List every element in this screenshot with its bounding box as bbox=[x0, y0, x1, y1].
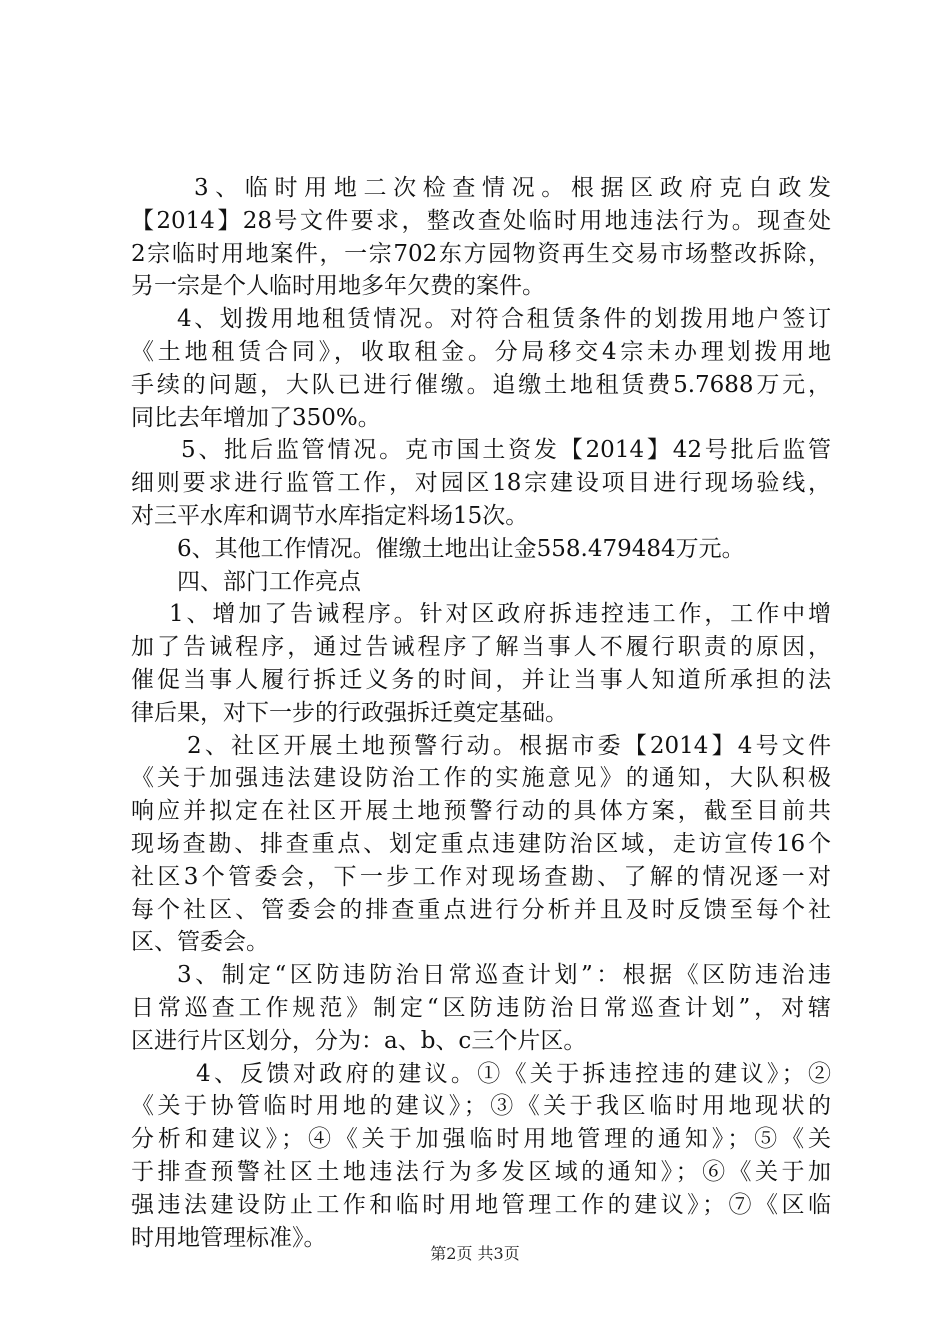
section-heading: 四、部门工作亮点 bbox=[177, 568, 361, 595]
document-body bbox=[131, 172, 831, 1254]
text-line: 加了告诫程序，通过告诫程序了解当事人不履行职责的原因， bbox=[131, 634, 831, 661]
text-line: 《土地租赁合同》，收取租金。分局移交4宗未办理划拨用地 bbox=[131, 338, 831, 365]
text-line: 催促当事人履行拆迁义务的时间，并让当事人知道所承担的法 bbox=[131, 666, 831, 693]
text-line: 2宗临时用地案件，一宗702东方园物资再生交易市场整改拆除， bbox=[131, 240, 831, 267]
text-line: 3、制定“区防违防治日常巡查计划”：根据《区防违治违 bbox=[177, 962, 831, 989]
text-line: 于排查预警社区土地违法行为多发区域的通知》；⑥《关于加 bbox=[131, 1158, 831, 1185]
text-line: 律后果，对下一步的行政强拆迁奠定基础。 bbox=[131, 699, 568, 726]
text-line: 【2014】28号文件要求，整改查处临时用地违法行为。现查处 bbox=[131, 207, 831, 234]
text-line: 每个社区、管委会的排查重点进行分析并且及时反馈至每个社 bbox=[131, 896, 831, 923]
text-line: 分析和建议》；④《关于加强临时用地管理的通知》；⑤《关 bbox=[131, 1126, 831, 1153]
text-line: 日常巡查工作规范》制定“区防违防治日常巡查计划”，对辖 bbox=[131, 994, 831, 1021]
text-line: 社区3个管委会，下一步工作对现场查勘、了解的情况逐一对 bbox=[131, 863, 831, 890]
text-line: 细则要求进行监管工作，对园区18宗建设项目进行现场验线， bbox=[131, 470, 831, 497]
text-line: 3、临时用地二次检查情况。根据区政府克白政发 bbox=[194, 175, 831, 201]
text-line: 区进行片区划分，分为：a、b、c三个片区。 bbox=[131, 1027, 587, 1054]
text-line: 对三平水库和调节水库指定料场15次。 bbox=[131, 502, 529, 529]
text-line: 强违法建设防止工作和临时用地管理工作的建议》；⑦《区临 bbox=[131, 1191, 831, 1218]
text-line: 区、管委会。 bbox=[131, 929, 269, 956]
text-line: 4、反馈对政府的建议。①《关于拆违控违的建议》；② bbox=[196, 1060, 831, 1087]
text-line: 响应并拟定在社区开展土地预警行动的具体方案，截至目前共 bbox=[131, 798, 831, 825]
text-line: 5、批后监管情况。克市国土资发【2014】42号批后监管 bbox=[181, 437, 831, 464]
text-line: 时用地管理标准》。 bbox=[131, 1224, 327, 1251]
text-line: 2、社区开展土地预警行动。根据市委【2014】4号文件 bbox=[187, 732, 831, 759]
text-line: 4、划拨用地租赁情况。对符合租赁条件的划拨用地户签订 bbox=[177, 306, 831, 333]
text-line: 同比去年增加了350%。 bbox=[131, 404, 381, 431]
text-line: 《关于加强违法建设防治工作的实施意见》的通知，大队积极 bbox=[131, 765, 831, 792]
page-footer: 第2页 共3页 bbox=[430, 1244, 520, 1263]
text-line: 《关于协管临时用地的建议》；③《关于我区临时用地现状的 bbox=[131, 1093, 831, 1120]
text-line: 另一宗是个人临时用地多年欠费的案件。 bbox=[131, 273, 545, 300]
text-line: 6、其他工作情况。催缴土地出让金558.479484万元。 bbox=[177, 535, 745, 562]
text-line: 现场查勘、排查重点、划定重点违建防治区域，走访宣传16个 bbox=[131, 830, 831, 857]
text-line: 手续的问题，大队已进行催缴。追缴土地租赁费5.7688万元， bbox=[131, 371, 831, 398]
text-line: 1、增加了告诫程序。针对区政府拆违控违工作，工作中增 bbox=[169, 601, 831, 628]
